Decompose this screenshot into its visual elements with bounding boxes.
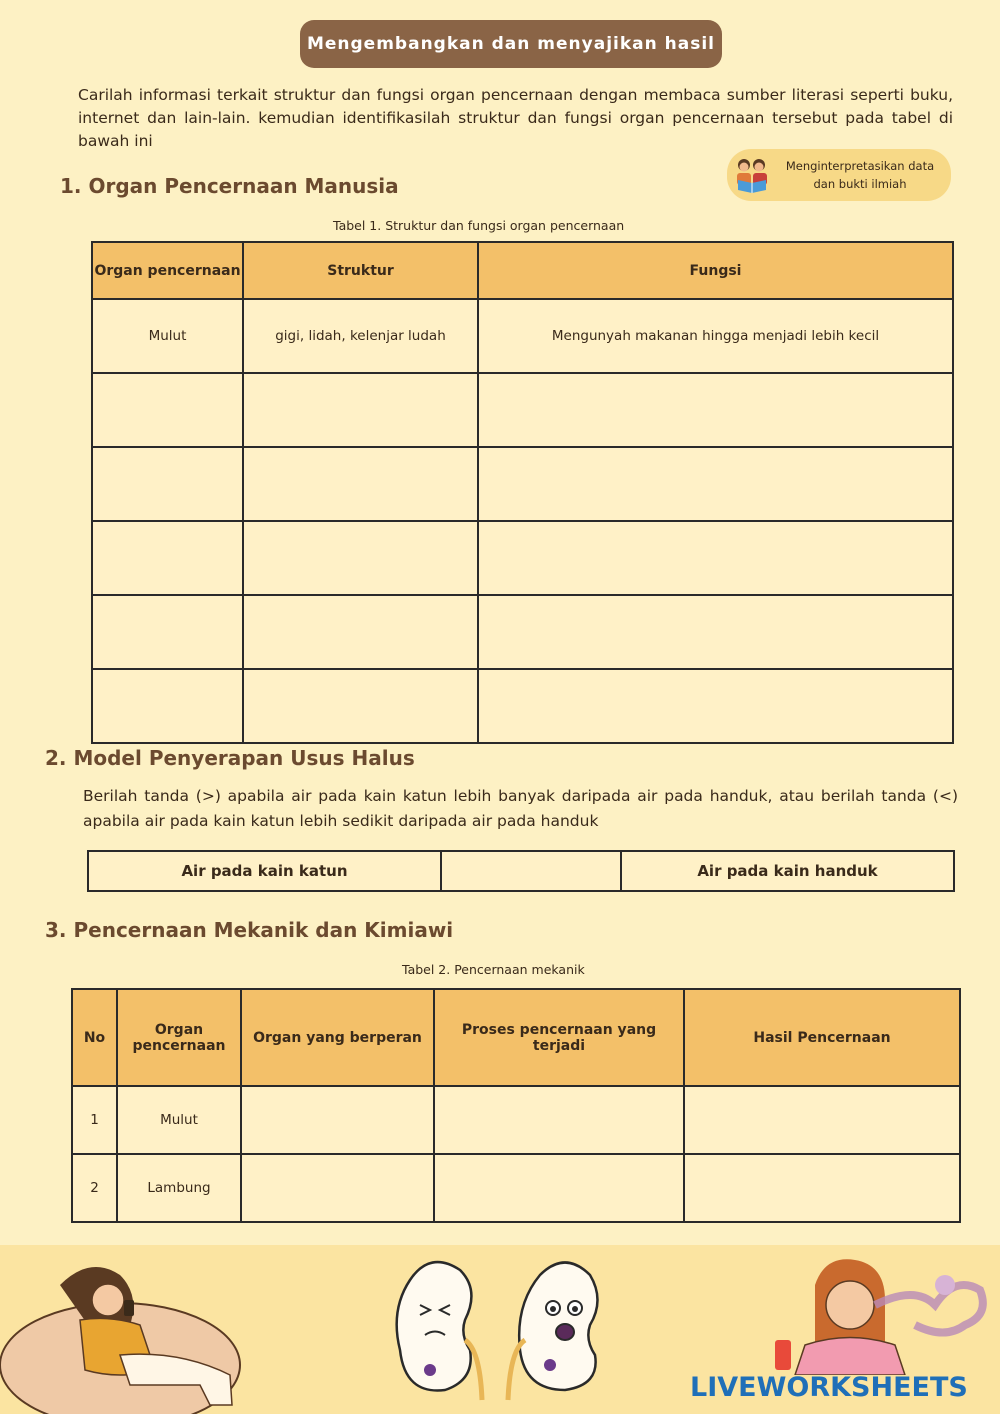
cell-struktur-input[interactable] bbox=[243, 447, 478, 521]
table-row[interactable] bbox=[92, 595, 953, 669]
cell-fungsi-input[interactable] bbox=[478, 595, 953, 669]
sick-woman-illustration bbox=[745, 1245, 995, 1375]
cell-organ-input[interactable] bbox=[92, 669, 243, 743]
comparison-sign-input[interactable] bbox=[441, 851, 621, 891]
cell-organ-berperan-input[interactable] bbox=[241, 1086, 434, 1154]
header-fungsi: Fungsi bbox=[478, 242, 953, 299]
watermark-logo: LIVEWORKSHEETS bbox=[690, 1372, 968, 1403]
table-row[interactable] bbox=[92, 373, 953, 447]
section2-paragraph: Berilah tanda (>) apabila air pada kain katun lebih banyak daripada air pada handuk, atau berilah tanda (<) apabila air pada kain katun lebih sedikit daripada air pada handuk bbox=[83, 787, 958, 830]
header-organ-berperan: Organ yang berperan bbox=[241, 989, 434, 1086]
cell-fungsi-input[interactable] bbox=[478, 447, 953, 521]
comparison-table bbox=[87, 850, 955, 892]
cell-organ: Mulut bbox=[92, 299, 243, 373]
section2-heading: 2. Model Penyerapan Usus Halus bbox=[45, 746, 415, 770]
table1-caption: Tabel 1. Struktur dan fungsi organ pencernaan bbox=[333, 218, 625, 233]
cell-hasil-input[interactable] bbox=[684, 1086, 960, 1154]
header-struktur: Struktur bbox=[243, 242, 478, 299]
cell-struktur: gigi, lidah, kelenjar ludah bbox=[243, 299, 478, 373]
cell-struktur-input[interactable] bbox=[243, 595, 478, 669]
cell-struktur-input[interactable] bbox=[243, 373, 478, 447]
table-row bbox=[72, 1154, 960, 1222]
table-header-row bbox=[72, 989, 960, 1086]
header-organ: Organ pencernaan bbox=[92, 242, 243, 299]
cell-fungsi-input[interactable] bbox=[478, 373, 953, 447]
header-hasil: Hasil Pencernaan bbox=[684, 989, 960, 1086]
section1-heading: 1. Organ Pencernaan Manusia bbox=[60, 174, 399, 198]
table-header-row bbox=[92, 242, 953, 299]
badge-line-1: Menginterpretasikan data bbox=[785, 159, 935, 173]
woman-on-beanbag-illustration bbox=[0, 1245, 300, 1414]
table2-caption: Tabel 2. Pencernaan mekanik bbox=[402, 962, 585, 977]
cell-fungsi: Mengunyah makanan hingga menjadi lebih kecil bbox=[478, 299, 953, 373]
cell-fungsi-input[interactable] bbox=[478, 521, 953, 595]
cell-organ-input[interactable] bbox=[92, 447, 243, 521]
cell-hasil-input[interactable] bbox=[684, 1154, 960, 1222]
skill-badge bbox=[727, 149, 951, 201]
section3-heading: 3. Pencernaan Mekanik dan Kimiawi bbox=[45, 918, 454, 942]
cell-proses-input[interactable] bbox=[434, 1154, 684, 1222]
cell-organ-input[interactable] bbox=[92, 373, 243, 447]
mechanical-digestion-table bbox=[71, 988, 961, 1223]
cell-struktur-input[interactable] bbox=[243, 521, 478, 595]
cell-organ-berperan-input[interactable] bbox=[241, 1154, 434, 1222]
cell-struktur-input[interactable] bbox=[243, 669, 478, 743]
table-row bbox=[92, 299, 953, 373]
header-proses: Proses pencernaan yang terjadi bbox=[434, 989, 684, 1086]
cell-organ-input[interactable] bbox=[92, 595, 243, 669]
towel-water-label: Air pada kain handuk bbox=[621, 851, 954, 891]
cell-no: 1 bbox=[72, 1086, 117, 1154]
cell-fungsi-input[interactable] bbox=[478, 669, 953, 743]
cell-organ: Mulut bbox=[117, 1086, 241, 1154]
cotton-water-label: Air pada kain katun bbox=[88, 851, 441, 891]
organ-table bbox=[91, 241, 954, 744]
students-reading-icon bbox=[734, 156, 770, 194]
header-organ: Organ pencernaan bbox=[117, 989, 241, 1086]
cell-organ-input[interactable] bbox=[92, 521, 243, 595]
header-no: No bbox=[72, 989, 117, 1086]
table-row[interactable] bbox=[92, 447, 953, 521]
intro-paragraph: Carilah informasi terkait struktur dan fungsi organ pencernaan dengan membaca sumber literasi seperti buku, internet dan lain-lain. kemudian identifikasilah struktur dan fungsi organ pencernaan tersebut pada tabel di bawah ini bbox=[78, 86, 953, 150]
cell-no: 2 bbox=[72, 1154, 117, 1222]
cell-proses-input[interactable] bbox=[434, 1086, 684, 1154]
page-title: Mengembangkan dan menyajikan hasil bbox=[300, 20, 722, 68]
kidney-characters-illustration bbox=[370, 1250, 640, 1410]
cell-organ: Lambung bbox=[117, 1154, 241, 1222]
table-row[interactable] bbox=[92, 521, 953, 595]
badge-line-2: dan bukti ilmiah bbox=[813, 177, 907, 191]
table-row[interactable] bbox=[92, 669, 953, 743]
table-row bbox=[72, 1086, 960, 1154]
